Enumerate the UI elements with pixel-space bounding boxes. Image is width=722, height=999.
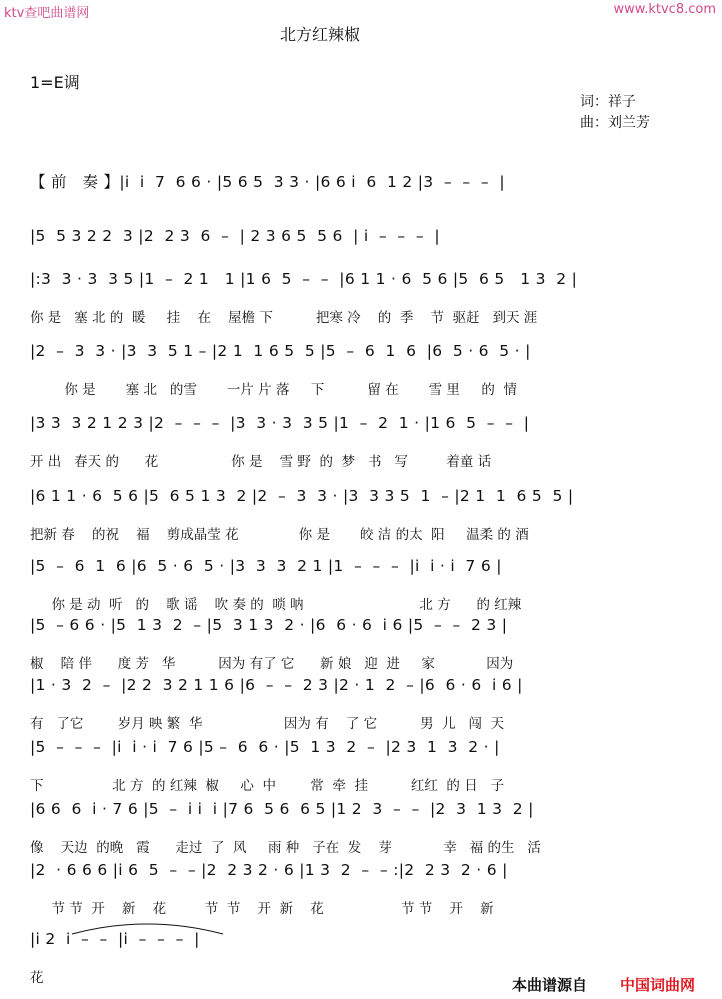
notation-line: |:3 3 · 3 3 5 |1 – 2 1 1 |1 6 5 – – |6 1 1 · 6 5 6 |5 6 5 1 3 2 | [30, 270, 578, 288]
score-line [0, 342, 722, 402]
score-line [0, 487, 722, 547]
composer: 曲：刘兰芳 [580, 115, 650, 131]
lyrics-line: 椒 陪 伴 度 芳 华 因为 有了 它 新 娘 迎 进 家 因为 [30, 656, 514, 672]
notation-line: |2 – 3 3 · |3 3 5 1 – |2 1 1 6 5 5 |5 – 6 1 6 |6 5 · 6 5 · | [30, 342, 531, 360]
lyrics-line: 开 出 春天 的 花 你 是 雪 野 的 梦 书 写 着童 话 [30, 454, 492, 470]
footer-source-label: 本曲谱源自 [512, 976, 588, 994]
notation-line: |6 6 6 i · 7 6 |5 – i i i |7 6 5 6 6 5 |1 2 3 – – |2 3 1 3 2 | [30, 800, 534, 818]
notation-line: 【 前 奏 】|i i 7 6 6 · |5 6 5 3 3 · |6 6 i 6 1 2 |3 – – – | [30, 173, 505, 191]
lyrics-line: 你 是 塞 北 的 暖 挂 在 屋檐 下 把寒 冷 的 季 节 驱赶 到天 涯 [30, 310, 538, 326]
score-line [0, 616, 722, 676]
notation-line: |1 · 3 2 – |2 2 3 2 1 1 6 |6 – – 2 3 |2 · 1 2 – |6 6 · 6 i 6 | [30, 676, 523, 694]
score-line [0, 557, 722, 617]
lyrics-line: 像 天边 的晚 霞 走过 了 风 雨 种 子在 发 芽 幸 福 的生 活 [30, 840, 541, 856]
song-title: 北方红辣椒 [279, 25, 360, 44]
lyricist: 词：祥子 [580, 94, 636, 110]
score-line [0, 738, 722, 798]
notation-line: |5 – 6 1 6 |6 5 · 6 5 · |3 3 3 2 1 |1 – – – |i i · i 7 6 | [30, 557, 502, 575]
notation-line: |5 – – – |i i · i 7 6 |5 – 6 6 · |5 1 3 2 – |2 3 1 3 2 · | [30, 738, 500, 756]
footer-source-site: 中国词曲网 [620, 976, 696, 994]
score-line [0, 170, 722, 230]
score-line [0, 676, 722, 736]
slur-mark [70, 920, 225, 936]
key-signature: 1=E调 [30, 73, 80, 92]
score-line [0, 800, 722, 860]
score-line [0, 270, 722, 330]
lyrics-line: 花 [30, 970, 44, 986]
lyrics-line: 节 节 开 新 花 节 节 开 新 花 节 节 开 新 [30, 901, 494, 917]
site-watermark-left: ktv查吧曲谱网 [4, 6, 90, 21]
site-watermark-right: www.ktvc8.com [613, 2, 716, 17]
score-line [0, 861, 722, 921]
lyrics-line: 你 是 塞 北 的雪 一片 片 落 下 留 在 雪 里 的 情 [30, 382, 517, 398]
credits [580, 92, 650, 134]
lyrics-line: 把新 春 的祝 福 剪成晶莹 花 你 是 皎 洁 的太 阳 温柔 的 酒 [30, 527, 529, 543]
notation-line: |2 · 6 6 6 |i 6 5 – – |2 2 3 2 · 6 |1 3 2 – – :|2 2 3 2 · 6 | [30, 861, 508, 879]
score-line [0, 930, 722, 990]
lyrics-line: 你 是 动 听 的 歌 谣 吹 奏 的 唢 呐 北 方 的 红辣 [30, 597, 522, 613]
notation-line: |3 3 3 2 1 2 3 |2 – – – |3 3 · 3 3 5 |1 – 2 1 · |1 6 5 – – | [30, 414, 530, 432]
notation-line: |5 – 6 6 · |5 1 3 2 – |5 3 1 3 2 · |6 6 · 6 i 6 |5 – – 2 3 | [30, 616, 508, 634]
lyrics-line: 下 北 方 的 红辣 椒 心 中 常 牵 挂 红红 的 日 子 [30, 778, 505, 794]
notation-line: |i 2 i – – |i – – – | [30, 930, 200, 948]
lyrics-line: 有 了它 岁月 映 繁 华 因为 有 了 它 男 儿 闯 天 [30, 716, 505, 732]
notation-line: |5 5 3 2 2 3 |2 2 3 6 – | 2 3 6 5 5 6 | i – – – | [30, 227, 440, 245]
notation-line: |6 1 1 · 6 5 6 |5 6 5 1 3 2 |2 – 3 3 · |3 3 3 5 1 – |2 1 1 6 5 5 | [30, 487, 574, 505]
score-line [0, 414, 722, 474]
